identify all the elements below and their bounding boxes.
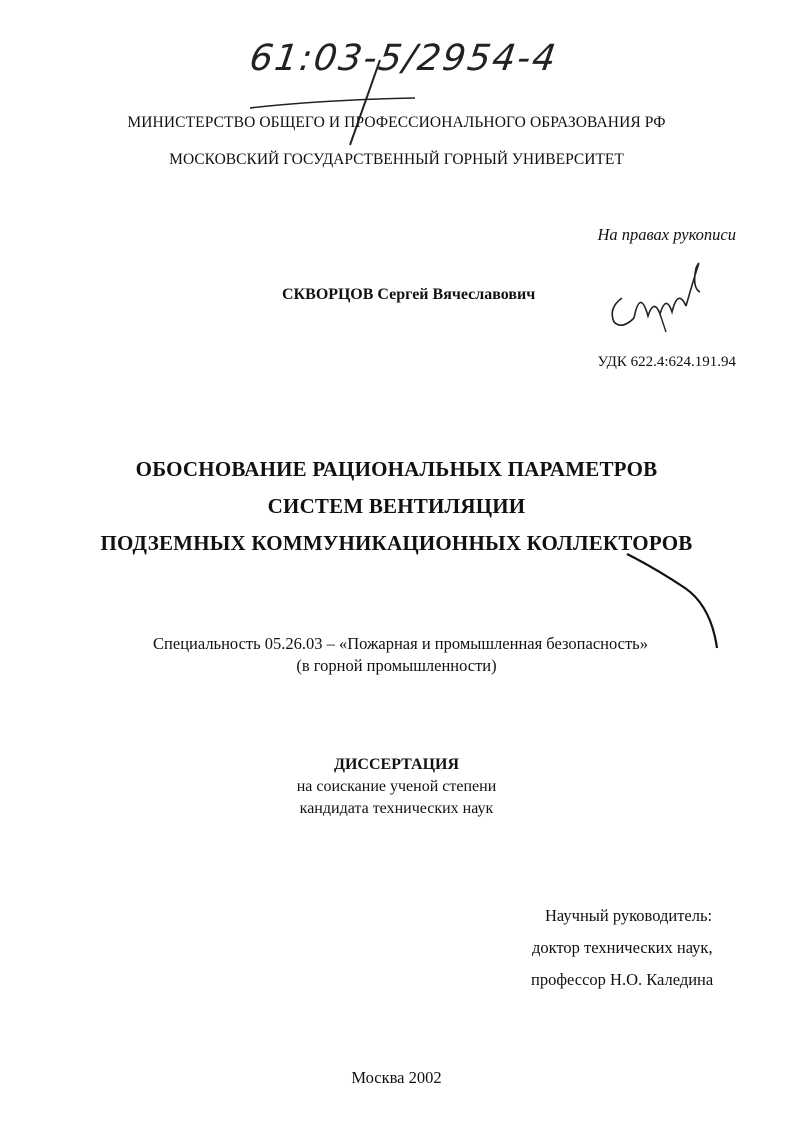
dissertation-degree-line: на соискание ученой степени [296,778,497,795]
title-line-1: ОБОСНОВАНИЕ РАЦИОНАЛЬНЫХ ПАРАМЕТРОВ [135,457,658,481]
dissertation-field-line: кандидата технических наук [299,800,494,817]
ministry-line: МИНИСТЕРСТВО ОБЩЕГО И ПРОФЕССИОНАЛЬНОГО ОБРАЗОВАНИЯ РФ [127,114,666,131]
author-signature [600,258,710,338]
supervisor-name: профессор Н.О. Каледина [531,970,714,989]
manuscript-note: На правах рукописи [597,225,736,244]
specialty-line: Специальность 05.26.03 – «Пожарная и промышленная безопасность» [153,634,648,653]
supervisor-label: Научный руководитель: [545,906,713,925]
archive-code-handwritten: 61:03-5/2954-4 [247,38,561,79]
pen-stroke-header [230,40,430,150]
supervisor-degree: доктор технических наук, [532,938,713,957]
udk-code: УДК 622.4:624.191.94 [597,354,736,370]
specialty-note: (в горной промышленности) [296,656,497,675]
author-name: СКВОРЦОВ Сергей Вячеславович [282,286,536,303]
dissertation-type: ДИССЕРТАЦИЯ [333,756,460,773]
university-line: МОСКОВСКИЙ ГОСУДАРСТВЕННЫЙ ГОРНЫЙ УНИВЕРСИТЕТ [169,151,624,168]
title-line-2: СИСТЕМ ВЕНТИЛЯЦИИ [267,494,526,518]
title-line-3: ПОДЗЕМНЫХ КОММУНИКАЦИОННЫХ КОЛЛЕКТОРОВ [100,531,693,555]
city-year: Москва 2002 [351,1068,442,1087]
